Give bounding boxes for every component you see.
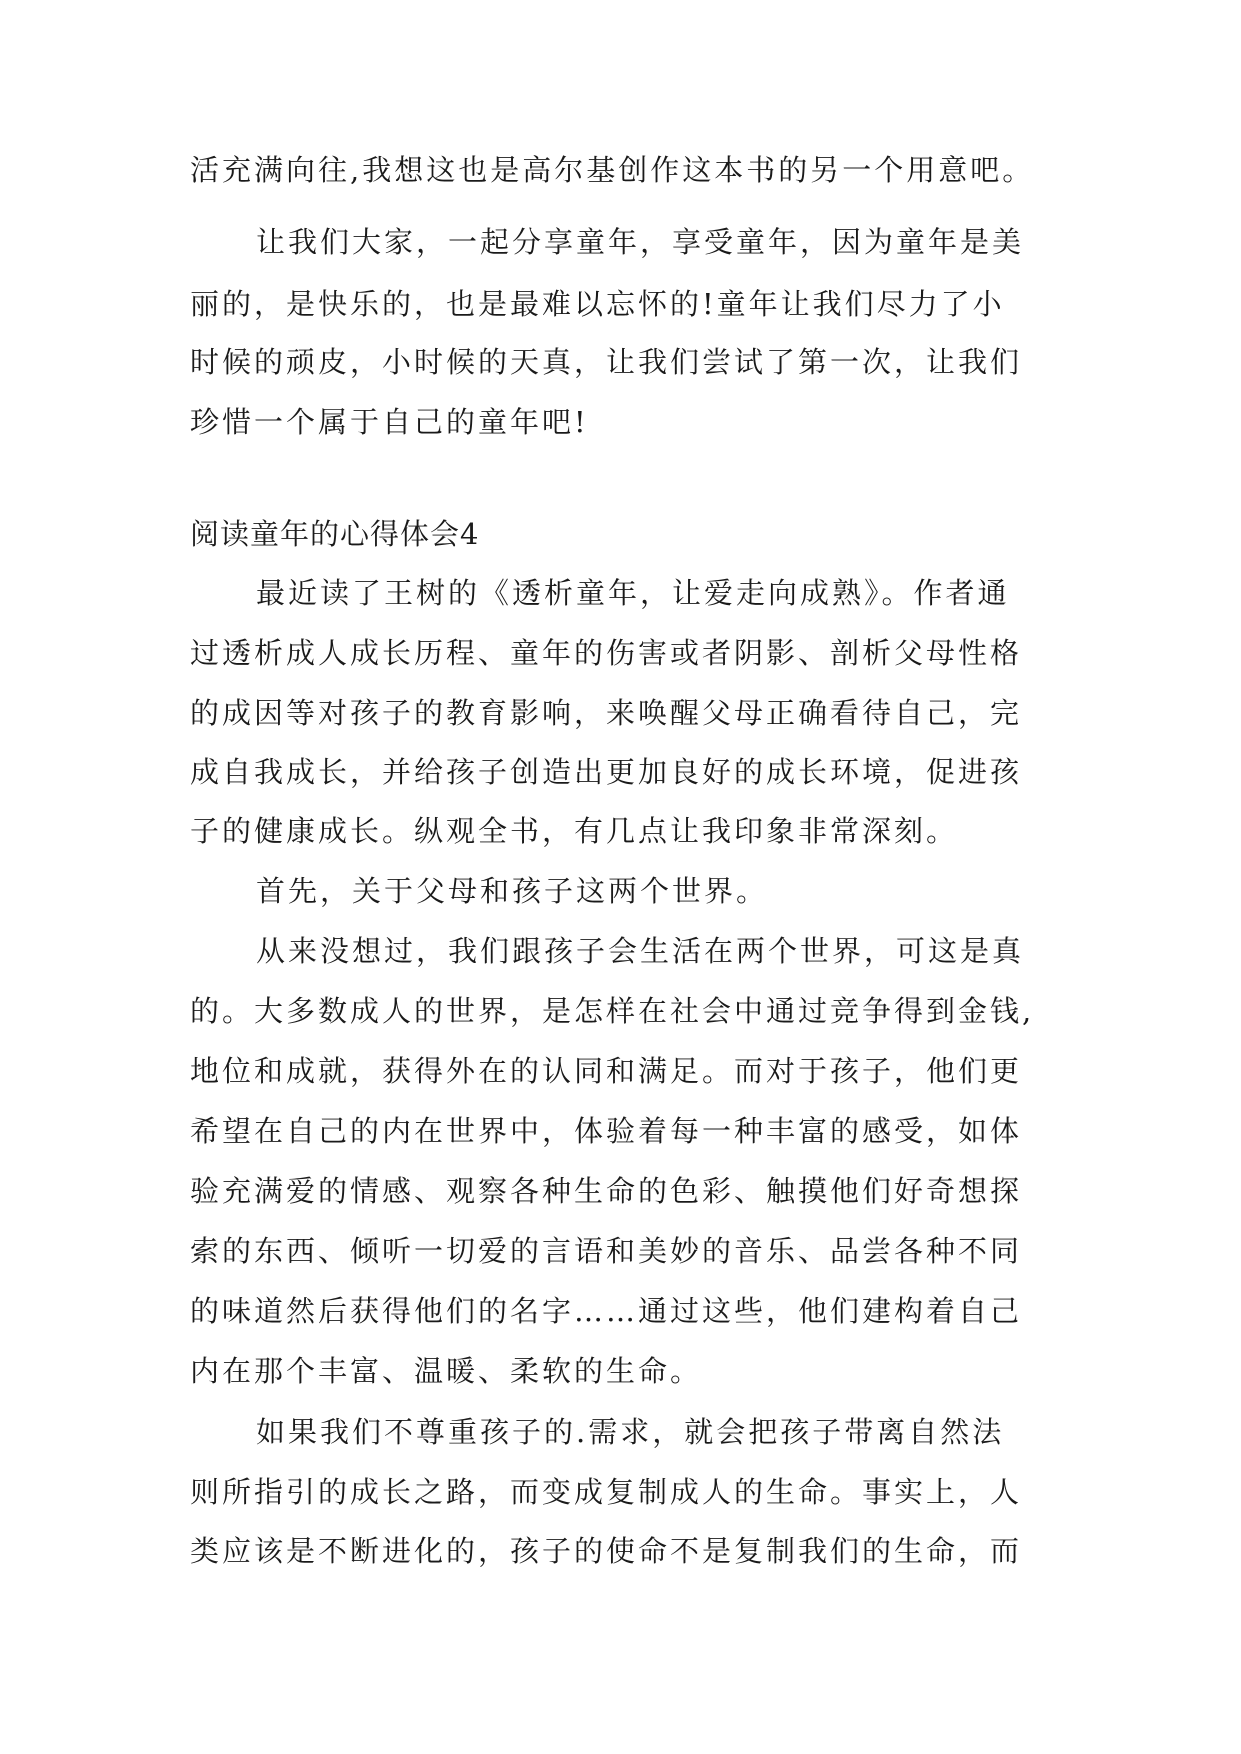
text-line: 成自我成长，并给孩子创造出更加良好的成长环境，促进孩 <box>190 755 1023 789</box>
text-line: 让我们大家，一起分享童年，享受童年，因为童年是美 <box>256 225 1025 259</box>
text-line: 过透析成人成长历程、童年的伤害或者阴影、剖析父母性格 <box>190 636 1023 670</box>
text-line: 希望在自己的内在世界中，体验着每一种丰富的感受，如体 <box>190 1114 1023 1148</box>
text-line: 的。大多数成人的世界，是怎样在社会中通过竞争得到金钱, <box>190 994 1035 1028</box>
text-line: 内在那个丰富、温暖、柔软的生命。 <box>190 1354 703 1388</box>
text-line: 子的健康成长。纵观全书，有几点让我印象非常深刻。 <box>190 814 959 848</box>
text-line: 则所指引的成长之路，而变成复制成人的生命。事实上，人 <box>190 1475 1023 1509</box>
text-line: 索的东西、倾听一切爱的言语和美妙的音乐、品尝各种不同 <box>190 1234 1023 1268</box>
text-line: 丽的，是快乐的，也是最难以忘怀的!童年让我们尽力了小 <box>190 287 1005 321</box>
text-line: 验充满爱的情感、观察各种生命的色彩、触摸他们好奇想探 <box>190 1174 1023 1208</box>
section-heading: 阅读童年的心得体会4 <box>190 517 480 551</box>
text-line: 的味道然后获得他们的名字……通过这些，他们建构着自己 <box>190 1294 1023 1328</box>
text-line: 时候的顽皮，小时候的天真，让我们尝试了第一次，让我们 <box>190 345 1023 379</box>
text-line: 活充满向往,我想这也是高尔基创作这本书的另一个用意吧。 <box>190 153 1035 187</box>
text-line: 从来没想过，我们跟孩子会生活在两个世界，可这是真 <box>256 934 1025 968</box>
text-line: 珍惜一个属于自己的童年吧! <box>190 405 589 439</box>
text-line: 首先，关于父母和孩子这两个世界。 <box>256 874 769 908</box>
text-line: 如果我们不尊重孩子的.需求，就会把孩子带离自然法 <box>256 1415 1005 1449</box>
text-line: 地位和成就，获得外在的认同和满足。而对于孩子，他们更 <box>190 1054 1023 1088</box>
text-line: 的成因等对孩子的教育影响，来唤醒父母正确看待自己，完 <box>190 696 1023 730</box>
text-line: 最近读了王树的《透析童年，让爱走向成熟》。作者通 <box>256 576 1010 610</box>
text-line: 类应该是不断进化的，孩子的使命不是复制我们的生命，而 <box>190 1534 1023 1568</box>
